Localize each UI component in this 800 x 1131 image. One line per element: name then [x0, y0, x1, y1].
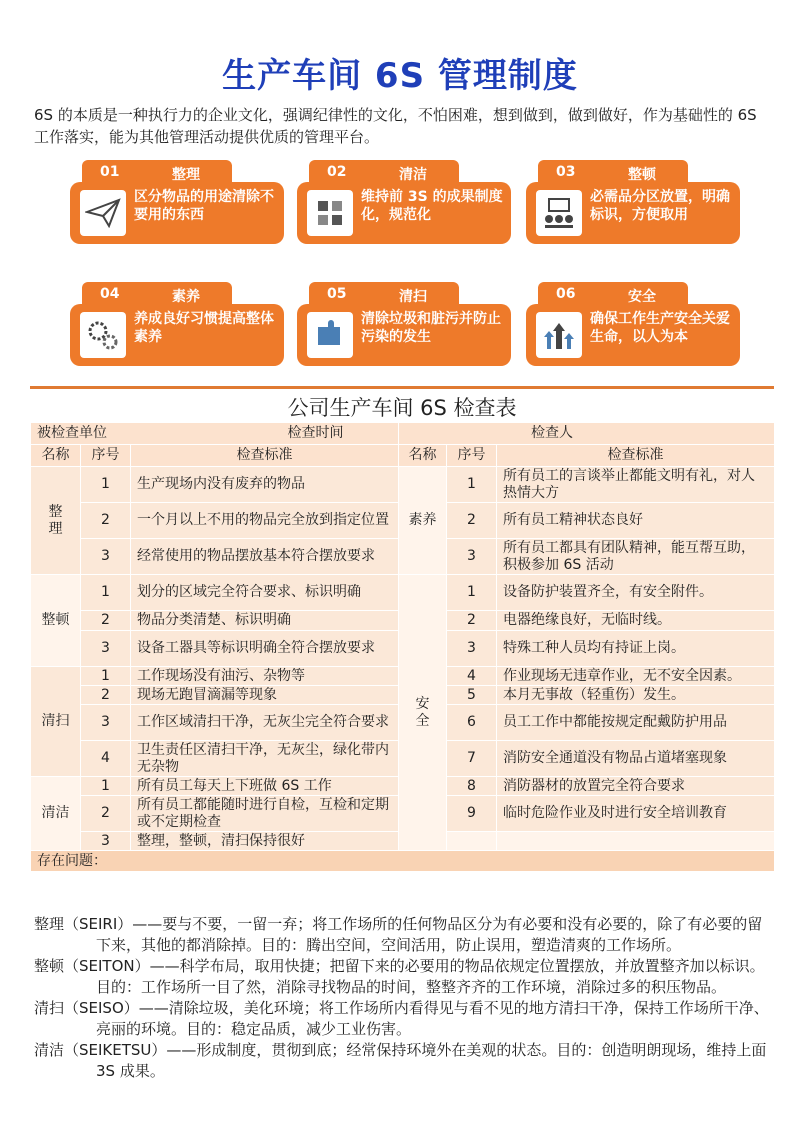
- empty-cell: [447, 832, 497, 851]
- row-number: 1: [81, 575, 131, 611]
- meeting-people-icon: [536, 190, 582, 236]
- notes-section: [34, 914, 774, 1082]
- row-number: 7: [447, 741, 497, 777]
- col-no-header: 序号: [81, 445, 131, 467]
- check-standard: 电器绝缘良好，无临时线。: [497, 611, 775, 631]
- card-03: [526, 164, 740, 244]
- check-standard: 所有员工都能随时进行自检，互检和定期或不定期检查: [131, 796, 399, 832]
- card-tab: [309, 282, 459, 308]
- row-number: 2: [81, 611, 131, 631]
- empty-cell: [497, 832, 775, 851]
- section-divider: [30, 386, 774, 389]
- note-zhengdun: 整顿（SEITON）——科学布局，取用快捷；把留下来的必要用的物品依规定位置摆放，并放置整齐加以标识。目的：工作场所一目了然，消除寻找物品的时间，整整齐齐的工作环境，消除过多的积压物品。: [34, 957, 765, 996]
- row-number: 2: [447, 503, 497, 539]
- note-zhengli: 整理（SEIRI）——要与不要，一留一弃；将工作场所的任何物品区分为有必要和没有必要的，除了有必要的留下来，其他的都消除掉。目的：腾出空间，空间活用，防止误用，塑造清爽的工作场所。: [34, 915, 763, 954]
- row-number: 6: [447, 705, 497, 741]
- card-tab: [538, 160, 688, 186]
- check-standard: 现场无跑冒滴漏等现象: [131, 686, 399, 705]
- page-title: 生产车间 6S 管理制度: [222, 56, 578, 96]
- puzzle-hand-icon: [307, 312, 353, 358]
- check-standard: 生产现场内没有废弃的物品: [131, 467, 399, 503]
- card-number: 02: [327, 164, 347, 180]
- intro-paragraph: 6S 的本质是一种执行力的企业文化，强调纪律性的文化，不怕困难，想到做到，做到做好，作为基础性的 6S 工作落实，能为其他管理活动提供优质的管理平台。: [34, 106, 757, 146]
- row-number: 4: [447, 667, 497, 686]
- card-name: 清扫: [399, 289, 427, 305]
- group-anquan: 安 全: [399, 575, 447, 851]
- card-description: 必需品分区放置，明确标识，方便取用: [590, 189, 730, 223]
- card-tab: [309, 160, 459, 186]
- check-standard: 所有员工的言谈举止都能文明有礼，对人热情大方: [497, 467, 775, 503]
- inspector-label-cell: [399, 423, 775, 445]
- row-number: 9: [447, 796, 497, 832]
- group-qingsao: 清扫: [31, 667, 81, 777]
- card-description: 清除垃圾和脏污并防止污染的发生: [361, 311, 501, 345]
- card-number: 03: [556, 164, 576, 180]
- note-qingsao: 清扫（SEISO）——清除垃圾，美化环境；将工作场所内看得见与看不见的地方清扫干净，保持工作场所干净、亮丽的环境。目的：稳定品质，减少工业伤害。: [34, 999, 769, 1038]
- unit-label-cell: [31, 423, 399, 445]
- check-standard: 所有员工都具有团队精神，能互帮互助，积极参加 6S 活动: [497, 539, 775, 575]
- row-number: 3: [81, 705, 131, 741]
- card-name: 清洁: [399, 167, 427, 183]
- row-number: 3: [81, 631, 131, 667]
- problem-row: 存在问题：: [31, 851, 775, 872]
- card-number: 01: [100, 164, 120, 180]
- check-standard: 一个月以上不用的物品完全放到指定位置: [131, 503, 399, 539]
- table-title: 公司生产车间 6S 检查表: [287, 396, 517, 420]
- check-standard: 工作现场没有油污、杂物等: [131, 667, 399, 686]
- row-number: 2: [81, 503, 131, 539]
- check-standard: 设备工器具等标识明确全符合摆放要求: [131, 631, 399, 667]
- row-number: 2: [447, 611, 497, 631]
- row-number: 1: [447, 467, 497, 503]
- row-number: 3: [447, 539, 497, 575]
- growth-arrows-icon: [536, 312, 582, 358]
- hands-teamwork-icon: [307, 190, 353, 236]
- card-04: [70, 286, 284, 366]
- row-number: 3: [81, 832, 131, 851]
- table-section-header: [30, 386, 774, 418]
- check-standard: 特殊工种人员均有持证上岗。: [497, 631, 775, 667]
- check-standard: 员工工作中都能按规定配戴防护用品: [497, 705, 775, 741]
- card-tab: [82, 282, 232, 308]
- check-standard: 物品分类清楚、标识明确: [131, 611, 399, 631]
- check-standard: 划分的区域完全符合要求、标识明确: [131, 575, 399, 611]
- paper-plane-icon: [80, 190, 126, 236]
- group-qingjie: 清洁: [31, 777, 81, 851]
- col-std-header: 检查标准: [497, 445, 775, 467]
- card-name: 安全: [628, 289, 656, 305]
- check-standard: 经常使用的物品摆放基本符合摆放要求: [131, 539, 399, 575]
- row-number: 1: [447, 575, 497, 611]
- card-05: [297, 286, 511, 366]
- check-standard: 工作区域清扫干净，无灰尘完全符合要求: [131, 705, 399, 741]
- card-name: 整理: [172, 167, 200, 183]
- check-standard: 整理，整顿，清扫保持很好: [131, 832, 399, 851]
- row-number: 4: [81, 741, 131, 777]
- check-standard: 设备防护装置齐全，有安全附件。: [497, 575, 775, 611]
- card-02: [297, 164, 511, 244]
- check-standard: 消防安全通道没有物品占道堵塞现象: [497, 741, 775, 777]
- check-standard: 所有员工精神状态良好: [497, 503, 775, 539]
- row-number: 1: [81, 667, 131, 686]
- group-zhengli: 整 理: [31, 467, 81, 575]
- col-name-header: 名称: [31, 445, 81, 467]
- card-number: 05: [327, 286, 347, 302]
- row-number: 3: [81, 539, 131, 575]
- note-qingjie: 清洁（SEIKETSU）——形成制度，贯彻到底；经常保持环境外在美观的状态。目的：创造明朗现场，维持上面 3S 成果。: [34, 1041, 767, 1080]
- check-standard: 卫生责任区清扫干净，无灰尘，绿化带内无杂物: [131, 741, 399, 777]
- group-zhengdun: 整顿: [31, 575, 81, 667]
- card-name: 整顿: [628, 167, 656, 183]
- card-name: 素养: [172, 289, 200, 305]
- row-number: 8: [447, 777, 497, 796]
- card-description: 养成良好习惯提高整体素养: [134, 311, 274, 345]
- row-number: 3: [447, 631, 497, 667]
- card-tab: [538, 282, 688, 308]
- card-description: 区分物品的用途清除不要用的东西: [134, 189, 274, 223]
- card-number: 06: [556, 286, 576, 302]
- card-description: 维持前 3S 的成果制度化，规范化: [361, 189, 503, 223]
- card-description: 确保工作生产安全关爱生命，以人为本: [590, 311, 730, 345]
- inspector-label: 检查人: [531, 425, 574, 441]
- card-06: [526, 286, 740, 366]
- card-tab: [82, 160, 232, 186]
- check-standard: 所有员工每天上下班做 6S 工作: [131, 777, 399, 796]
- col-std-header: 检查标准: [131, 445, 399, 467]
- col-name-header: 名称: [399, 445, 447, 467]
- row-number: 1: [81, 777, 131, 796]
- card-01: [70, 164, 284, 244]
- col-no-header: 序号: [447, 445, 497, 467]
- check-table: [30, 422, 775, 872]
- group-suyang: 素养: [399, 467, 447, 575]
- card-number: 04: [100, 286, 120, 302]
- time-label: 检查时间: [287, 425, 344, 441]
- unit-label: 被检查单位: [37, 425, 107, 441]
- check-standard: 临时危险作业及时进行安全培训教育: [497, 796, 775, 832]
- row-number: 1: [81, 467, 131, 503]
- row-number: 5: [447, 686, 497, 705]
- check-standard: 作业现场无违章作业，无不安全因素。: [497, 667, 775, 686]
- check-standard: 消防器材的放置完全符合要求: [497, 777, 775, 796]
- check-standard: 本月无事故（轻重伤）发生。: [497, 686, 775, 705]
- row-number: 2: [81, 686, 131, 705]
- row-number: 2: [81, 796, 131, 832]
- gears-icon: [80, 312, 126, 358]
